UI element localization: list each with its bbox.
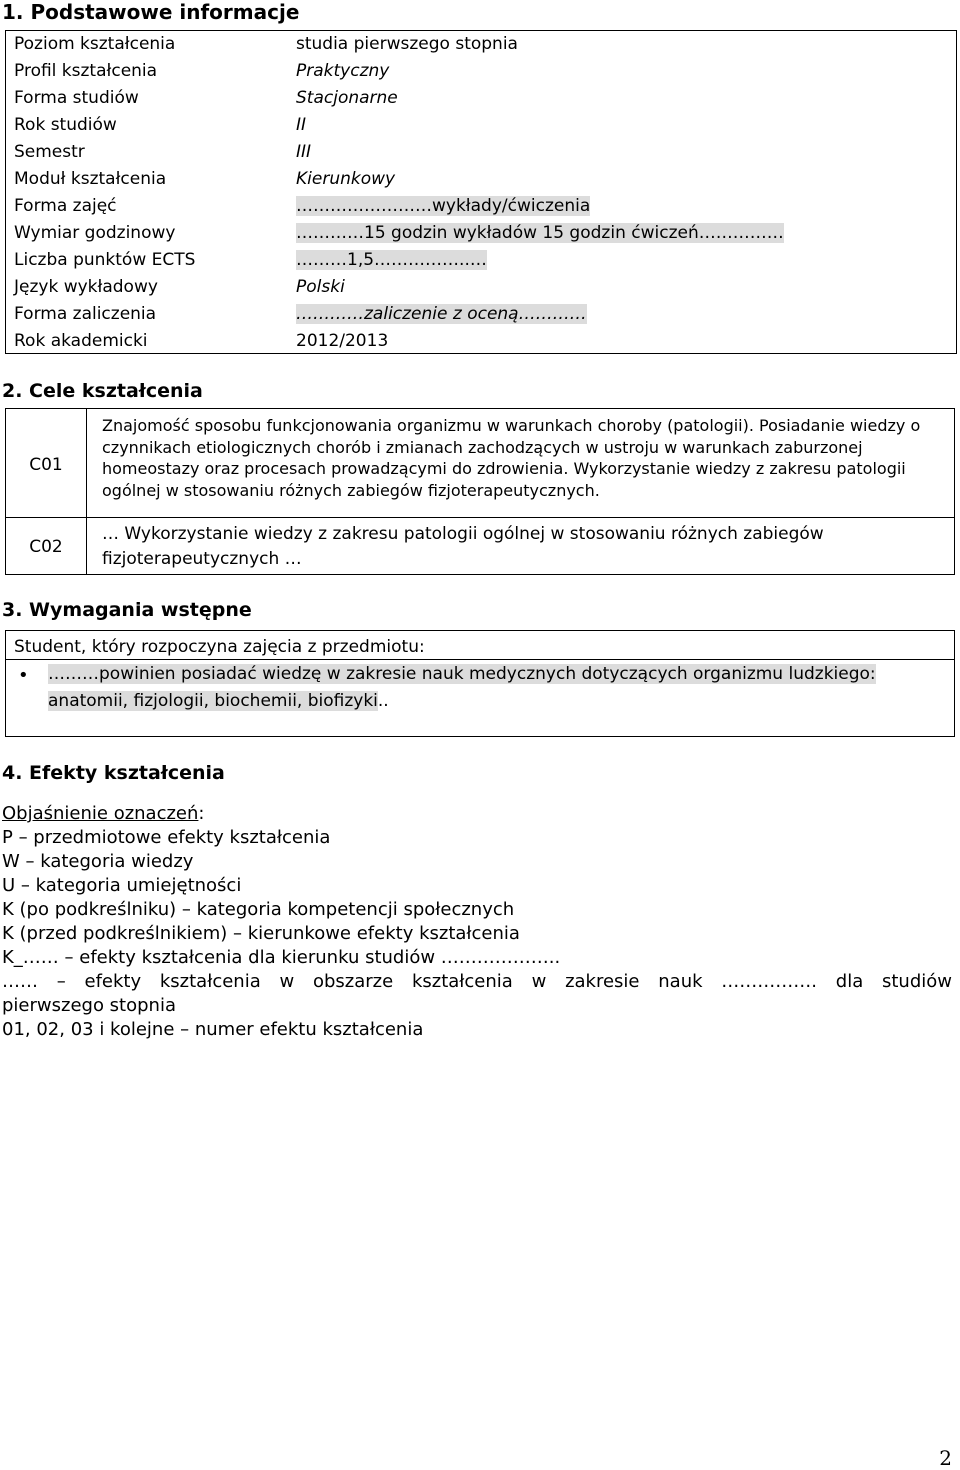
legend-word: w — [531, 971, 547, 992]
row-divider — [6, 517, 954, 518]
info-label: Język wykładowy — [14, 277, 158, 297]
basic-info-table — [5, 30, 957, 354]
requirements-header: Student, który rozpoczyna zajęcia z przedmiotu: — [14, 637, 425, 657]
legend-word: – — [56, 971, 66, 992]
info-row — [6, 85, 956, 112]
info-row — [6, 220, 956, 247]
section-title-requirements: 3. Wymagania wstępne — [2, 599, 252, 621]
info-value: studia pierwszego stopnia — [296, 34, 518, 54]
legend-word: dla — [835, 971, 864, 992]
column-divider — [86, 409, 87, 574]
info-label: Moduł kształcenia — [14, 169, 167, 189]
legend-word: w — [279, 971, 295, 992]
goal-code: C01 — [29, 455, 63, 475]
info-value: ………1,5……………..… — [296, 250, 487, 270]
info-value: 2012/2013 — [296, 331, 389, 351]
goal-text: … Wykorzystanie wiedzy z zakresu patologii ogólnej w stosowaniu różnych zabiegów fizjoterapeutycznych … — [102, 524, 824, 569]
legend-line: 01, 02, 03 i kolejne – numer efektu kształcenia — [2, 1019, 424, 1040]
legend-line: W – kategoria wiedzy — [2, 851, 194, 872]
info-row — [6, 274, 956, 301]
info-label: Profil kształcenia — [14, 61, 158, 81]
page-number: 2 — [939, 1446, 952, 1470]
info-row — [6, 31, 956, 58]
info-row — [6, 193, 956, 220]
section-title-outcomes: 4. Efekty kształcenia — [2, 762, 225, 784]
info-label: Rok akademicki — [14, 331, 148, 351]
section-title-goals: 2. Cele kształcenia — [2, 380, 203, 402]
legend-heading-colon: : — [198, 803, 205, 824]
goal-code: C02 — [29, 537, 63, 557]
section-title-basic-info: 1. Podstawowe informacje — [2, 0, 300, 24]
legend-heading — [2, 802, 952, 826]
info-value: Polski — [296, 277, 345, 297]
legend-word: zakresie — [565, 971, 640, 992]
legend-word: ……………. — [721, 971, 818, 992]
legend-word: studiów — [881, 971, 952, 992]
bullet-icon: • — [18, 665, 29, 686]
legend-word: efekty — [84, 971, 142, 992]
info-row — [6, 139, 956, 166]
info-label: Forma zaliczenia — [14, 304, 157, 324]
legend-word: kształcenia — [411, 971, 513, 992]
info-value: II — [296, 115, 307, 135]
requirement-text: ………powinien posiadać wiedzę w zakresie nauk medycznych dotyczących organizmu ludzkiego: anatomii, fizjologii, biochemii, biofizyki — [48, 664, 876, 711]
info-row — [6, 166, 956, 193]
info-label: Wymiar godzinowy — [14, 223, 176, 243]
row-divider — [6, 659, 954, 660]
legend-line: pierwszego stopnia — [2, 995, 176, 1016]
info-value: III — [296, 142, 312, 162]
info-value: Stacjonarne — [296, 88, 398, 108]
legend-word: obszarze — [312, 971, 394, 992]
legend-word: kształcenia — [159, 971, 261, 992]
legend-line: U – kategoria umiejętności — [2, 875, 242, 896]
info-value: Kierunkowy — [296, 169, 396, 189]
legend — [2, 802, 952, 1042]
info-label: Poziom kształcenia — [14, 34, 176, 54]
info-row — [6, 247, 956, 274]
legend-line: K_…… – efekty kształcenia dla kierunku studiów ……………….. — [2, 947, 561, 968]
legend-word: nauk — [658, 971, 703, 992]
info-value: …………zaliczenie z oceną………… — [296, 304, 587, 324]
info-label: Forma studiów — [14, 88, 139, 108]
legend-line: P – przedmiotowe efekty kształcenia — [2, 827, 331, 848]
info-label: Rok studiów — [14, 115, 117, 135]
legend-heading-text: Objaśnienie oznaczeń — [2, 803, 199, 824]
goals-table — [5, 408, 955, 575]
requirement-tail: .. — [377, 691, 389, 711]
info-label: Liczba punktów ECTS — [14, 250, 196, 270]
legend-word: …… — [2, 971, 38, 992]
goal-text: Znajomość sposobu funkcjonowania organizmu w warunkach choroby (patologii). Posiadanie wiedzy o czynnikach etiologicznych chorób i zmianach zachodzących w ustroju w warunkach zaburzonej homeostazy oraz procesach prowadzącymi do zdrowienia. Wykorzystanie wiedzy z zakresu patologii ogólnej w stosowaniu różnych zabiegów fizjoterapeutycznych. — [102, 416, 921, 500]
info-row — [6, 112, 956, 139]
requirements-box — [5, 630, 955, 737]
legend-line: K (przed podkreślnikiem) – kierunkowe efekty kształcenia — [2, 923, 520, 944]
info-label: Forma zajęć — [14, 196, 117, 216]
info-value: ……………………wykłady/ćwiczenia — [296, 196, 591, 216]
info-value: Praktyczny — [296, 61, 390, 81]
info-row — [6, 328, 956, 355]
info-label: Semestr — [14, 142, 85, 162]
requirement-item — [48, 661, 928, 715]
legend-line-justified — [2, 970, 952, 994]
legend-line: K (po podkreślniku) – kategoria kompetencji społecznych — [2, 899, 515, 920]
info-row — [6, 301, 956, 328]
info-value: …………15 godzin wykładów 15 godzin ćwiczeń…………… — [296, 223, 784, 243]
info-row — [6, 58, 956, 85]
